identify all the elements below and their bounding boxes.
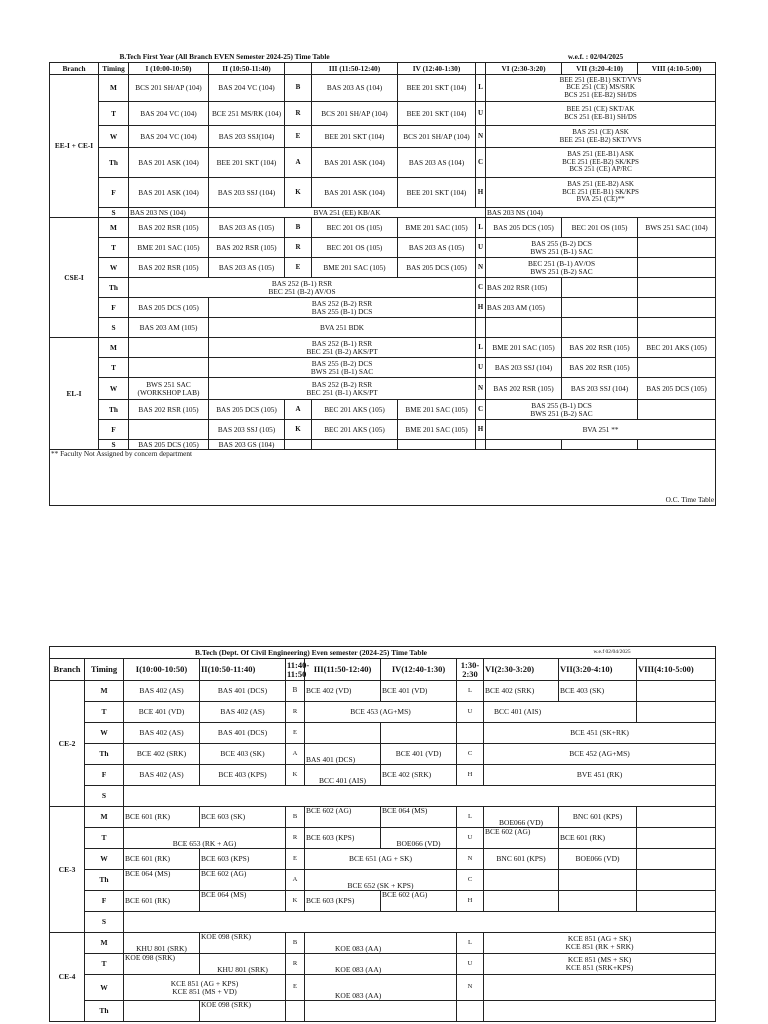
class-cell: BAS 202 RSR (105) (129, 258, 209, 278)
day-label: W (99, 258, 129, 278)
header-period-4: IV (12:40-1:30) (398, 63, 476, 75)
empty-cell (638, 278, 716, 298)
class-cell: BAS 203 AS (105) (209, 258, 285, 278)
break-letter: A (286, 744, 305, 765)
empty-cell (637, 870, 716, 891)
lunch-letter: L (457, 807, 484, 828)
class-cell: BAS 401 (DCS) (200, 723, 286, 744)
class-cell: BCE 401 (VD) (381, 744, 457, 765)
lab-cell: BEE 251 (EE-B1) SKT/VVS BCE 251 (CE) MS/SRK BCS 251 (EE-B2) SH/DS (486, 75, 716, 102)
header-period-7: VII(3:20-4:10) (559, 659, 637, 681)
break-letter: R (286, 702, 305, 723)
class-cell: BAS 402 (AS) (124, 723, 200, 744)
empty-cell (638, 318, 716, 338)
day-label: F (99, 178, 129, 208)
empty-cell (457, 723, 484, 744)
class-cell: KHU 801 (SRK) (124, 933, 200, 954)
empty-cell (484, 1001, 716, 1022)
day-label: T (85, 828, 124, 849)
lunch-letter: U (476, 238, 486, 258)
lab-cell: BCE 451 (SK+RK) (484, 723, 716, 744)
break-letter: A (285, 400, 312, 420)
empty-cell (559, 891, 637, 912)
lunch-letter: L (457, 681, 484, 702)
empty-cell (398, 440, 476, 450)
branch-label: CSE-I (50, 218, 99, 338)
day-label: Th (99, 278, 129, 298)
lab-cell: BVE 451 (RK) (484, 765, 716, 786)
lab-cell: KCE 851 (AG + KPS) KCE 851 (MS + VD) (124, 975, 286, 1001)
empty-cell (562, 318, 638, 338)
empty-cell (285, 440, 312, 450)
lab-cell: BAS 252 (B-1) RSR BEC 251 (B-2) AV/OS (129, 278, 476, 298)
timetable-title: B.Tech (Dept. Of Civil Engineering) Even semester (2024-25) Time Table (50, 647, 484, 659)
signoff: O.C. Time Table (665, 495, 715, 505)
day-label: M (85, 807, 124, 828)
class-cell: BCS 201 SH/AP (104) (312, 102, 398, 126)
break-letter: B (285, 218, 312, 238)
break-letter: R (286, 828, 305, 849)
break-letter: K (286, 891, 305, 912)
class-cell: BAS 203 NS (104) (129, 208, 209, 218)
header-period-7: VII (3:20-4:10) (562, 63, 638, 75)
branch-label: EL-I (50, 338, 99, 450)
branch-label: CE-3 (50, 807, 85, 933)
class-cell: BAS 204 VC (104) (129, 102, 209, 126)
header-period-8: VIII (4:10-5:00) (638, 63, 716, 75)
class-cell: BOE066 (VD) (484, 807, 559, 828)
day-label: M (85, 933, 124, 954)
class-cell: BAS 202 RSR (105) (562, 338, 638, 358)
class-cell: BCE 602 (AG) (200, 870, 286, 891)
class-cell: BAS 201 ASK (104) (129, 148, 209, 178)
lunch-letter: N (476, 258, 486, 278)
wef-date: w.e.f 02/04/2025 (484, 647, 716, 659)
class-cell: BAS 201 ASK (104) (312, 178, 398, 208)
class-cell: KOE 083 (AA) (305, 954, 457, 975)
header-period-1: I (10:00-10:50) (129, 63, 209, 75)
day-label: M (99, 218, 129, 238)
empty-cell (638, 358, 716, 378)
class-cell: BAS 203 AS (105) (398, 238, 476, 258)
lunch-letter: C (476, 400, 486, 420)
class-cell: BEE 201 SKT (104) (398, 75, 476, 102)
empty-cell (638, 400, 716, 420)
class-cell: BAS 203 GS (104) (209, 440, 285, 450)
empty-cell (305, 723, 381, 744)
class-cell: BCE 601 (RK) (559, 828, 637, 849)
empty-cell (484, 891, 559, 912)
class-cell: BWS 251 SAC (104) (638, 218, 716, 238)
empty-cell (476, 440, 486, 450)
day-label: S (85, 786, 124, 807)
class-cell: BWS 251 SAC (WORKSHOP LAB) (129, 378, 209, 400)
break-letter: B (286, 933, 305, 954)
empty-cell (637, 807, 716, 828)
lab-cell: BAS 252 (B-2) RSR BAS 255 (B-1) DCS (209, 298, 476, 318)
class-cell: BAS 402 (AS) (124, 765, 200, 786)
class-cell: BCE 603 (KPS) (200, 849, 286, 870)
class-cell: BCE 603 (KPS) (305, 891, 381, 912)
class-cell: BAS 203 NS (104) (486, 208, 716, 218)
lab-cell: BAS 255 (B-2) DCS BWS 251 (B-1) SAC (486, 238, 638, 258)
day-label: T (99, 102, 129, 126)
lunch-letter: H (457, 765, 484, 786)
empty-cell (638, 258, 716, 278)
header-period-2: II (10:50-11:40) (209, 63, 285, 75)
lunch-letter: L (476, 218, 486, 238)
lunch-letter: H (476, 420, 486, 440)
break-letter: E (286, 849, 305, 870)
first-year-timetable (49, 52, 716, 506)
class-cell: KOE 098 (SRK) (200, 1001, 286, 1022)
lunch-letter: H (476, 298, 486, 318)
class-cell: BAS 203 SSJ (104) (562, 378, 638, 400)
class-cell: BCE 402 (SRK) (381, 765, 457, 786)
day-label: S (99, 208, 129, 218)
header-lunch: 1:30-2:30 (457, 659, 484, 681)
empty-cell (486, 440, 562, 450)
class-cell: BEC 201 AKS (105) (638, 338, 716, 358)
break-letter: B (285, 75, 312, 102)
class-cell: BCC 401 (AIS) (484, 702, 637, 723)
class-cell: BAS 205 DCS (105) (129, 440, 209, 450)
lunch-letter: C (476, 148, 486, 178)
lunch-letter: N (476, 126, 486, 148)
lab-cell: BVA 251 ** (486, 420, 716, 440)
day-label: T (99, 358, 129, 378)
class-cell: BNC 601 (KPS) (559, 807, 637, 828)
day-label: M (99, 338, 129, 358)
class-cell: BEC 201 OS (105) (312, 218, 398, 238)
header-break: 11:40-11:50 (287, 659, 310, 679)
timetable-title: B.Tech First Year (All Branch EVEN Semester 2024-25) Time Table (119, 52, 330, 62)
day-label: F (85, 891, 124, 912)
class-cell: BME 201 SAC (105) (398, 400, 476, 420)
class-cell: KOE 098 (SRK) (124, 954, 200, 975)
empty-cell (129, 338, 209, 358)
class-cell: KHU 801 (SRK) (200, 954, 286, 975)
class-cell: KOE 098 (SRK) (200, 933, 286, 954)
lab-cell: BAS 252 (B-2) RSR BEC 251 (B-1) AKS/PT (209, 378, 476, 400)
empty-cell (124, 786, 716, 807)
day-label: W (99, 378, 129, 400)
lunch-letter: L (476, 75, 486, 102)
class-cell: BCE 602 (AG) (381, 891, 457, 912)
empty-cell (381, 723, 457, 744)
day-label: W (85, 723, 124, 744)
class-cell: BAS 203 AS (105) (209, 218, 285, 238)
empty-cell (484, 975, 716, 1001)
header-period-1: I(10:00-10:50) (124, 659, 200, 681)
header-period-6: VI(2:30-3:20) (484, 659, 559, 681)
header-period-2: II(10:50-11:40) (200, 659, 286, 681)
class-cell: BAS 202 RSR (105) (486, 278, 562, 298)
empty-cell (638, 440, 716, 450)
lab-cell: BCE 652 (SK + KPS) (305, 870, 457, 891)
break-letter: E (286, 723, 305, 744)
class-cell: BME 201 SAC (105) (312, 258, 398, 278)
class-cell: BAS 203 SSJ (104) (486, 358, 562, 378)
class-cell: BAS 203 AS (104) (312, 75, 398, 102)
lunch-letter: C (457, 870, 484, 891)
lunch-letter: U (457, 954, 484, 975)
lunch-letter: C (457, 744, 484, 765)
class-cell: BEC 201 OS (105) (562, 218, 638, 238)
day-label: S (99, 318, 129, 338)
class-cell: BOE066 (VD) (559, 849, 637, 870)
lunch-letter: L (457, 933, 484, 954)
empty-cell (562, 278, 638, 298)
day-label: Th (85, 1001, 124, 1022)
class-cell: BCE 064 (MS) (200, 891, 286, 912)
class-cell: BAS 202 RSR (105) (129, 400, 209, 420)
day-label: T (99, 238, 129, 258)
empty-cell (638, 298, 716, 318)
empty-cell (562, 298, 638, 318)
break-letter: K (285, 178, 312, 208)
day-label: F (85, 765, 124, 786)
class-cell: BCE 402 (SRK) (124, 744, 200, 765)
empty-cell (457, 1001, 484, 1022)
class-cell: BCE 251 MS/RK (104) (209, 102, 285, 126)
civil-engineering-timetable (49, 646, 716, 1022)
empty-cell (476, 318, 486, 338)
day-label: Th (99, 400, 129, 420)
header-period-4: IV(12:40-1:30) (381, 659, 457, 681)
lunch-letter: U (476, 102, 486, 126)
class-cell: BME 201 SAC (105) (486, 338, 562, 358)
class-cell: BAS 401 (DCS) (200, 681, 286, 702)
lunch-letter: U (457, 828, 484, 849)
class-cell: BCE 453 (AG+MS) (305, 702, 457, 723)
class-cell: BEE 201 SKT (104) (398, 178, 476, 208)
empty-cell (124, 912, 716, 933)
class-cell: BCE 603 (SK) (200, 807, 286, 828)
class-cell: BEC 201 AKS (105) (312, 400, 398, 420)
break-letter: B (286, 807, 305, 828)
break-letter: K (286, 765, 305, 786)
class-cell: BCS 201 SH/AP (104) (129, 75, 209, 102)
class-cell: BAS 201 ASK (104) (129, 178, 209, 208)
day-label: W (85, 849, 124, 870)
class-cell: BAS 205 DCS (105) (638, 378, 716, 400)
branch-label: EE-I + CE-I (50, 75, 99, 218)
day-label: W (85, 975, 124, 1001)
class-cell: KOE 083 (AA) (305, 933, 457, 954)
footnote: ** Faculty Not Assigned by concern department (51, 449, 193, 458)
class-cell: BEC 201 OS (105) (312, 238, 398, 258)
class-cell: BAS 205 DCS (105) (398, 258, 476, 278)
day-label: M (99, 75, 129, 102)
break-letter: E (285, 126, 312, 148)
class-cell: BAS 203 AM (105) (129, 318, 209, 338)
lunch-letter: U (457, 702, 484, 723)
class-cell: BAS 204 VC (104) (129, 126, 209, 148)
break-letter: R (285, 238, 312, 258)
lab-cell: BCE 452 (AG+MS) (484, 744, 716, 765)
break-letter: R (286, 954, 305, 975)
empty-cell (637, 891, 716, 912)
class-cell: BCS 201 SH/AP (104) (398, 126, 476, 148)
class-cell: BCE 403 (SK) (200, 744, 286, 765)
class-cell: BAS 402 (AS) (124, 681, 200, 702)
lab-cell: BAS 251 (EE-B1) ASK BCE 251 (EE-B2) SK/KPS BCS 251 (CE) AP/RC (486, 148, 716, 178)
lunch-letter: H (476, 178, 486, 208)
class-cell: BCC 401 (AIS) (305, 765, 381, 786)
class-cell: BAS 203 AM (105) (486, 298, 562, 318)
lab-cell: BEE 251 (CE) SKT/AK BCS 251 (EE-B1) SH/DS (486, 102, 716, 126)
lab-cell: BEC 251 (B-1) AV/OS BWS 251 (B-2) SAC (486, 258, 638, 278)
lab-cell: BAS 251 (CE) ASK BEE 251 (EE-B2) SKT/VVS (486, 126, 716, 148)
class-cell: BCE 401 (VD) (381, 681, 457, 702)
day-label: T (85, 954, 124, 975)
break-letter: R (285, 102, 312, 126)
header-period-8: VIII(4:10-5:00) (637, 659, 716, 681)
class-cell: BVA 251 BDK (209, 318, 476, 338)
class-cell: KOE 083 (AA) (305, 975, 457, 1001)
class-cell: BAS 202 RSR (105) (486, 378, 562, 400)
day-label: W (99, 126, 129, 148)
class-cell: BCE 601 (RK) (124, 891, 200, 912)
footnote-area (50, 450, 716, 506)
lunch-letter: L (476, 338, 486, 358)
class-cell: BAS 202 RSR (105) (129, 218, 209, 238)
class-cell: BAS 204 VC (104) (209, 75, 285, 102)
lunch-letter: C (476, 278, 486, 298)
lunch-letter: N (457, 849, 484, 870)
empty-cell (562, 440, 638, 450)
class-cell: BAS 203 SSJ (104) (209, 178, 285, 208)
class-cell: BAS 203 SSJ(104) (209, 126, 285, 148)
empty-cell (637, 828, 716, 849)
break-letter: K (285, 420, 312, 440)
class-cell: BAS 202 RSR (105) (209, 238, 285, 258)
class-cell: BCE 403 (SK) (559, 681, 637, 702)
day-label: F (99, 298, 129, 318)
class-cell: BCE 603 (KPS) (305, 828, 381, 849)
lab-cell: BCE 651 (AG + SK) (305, 849, 457, 870)
day-label: T (85, 702, 124, 723)
break-letter: E (286, 975, 305, 1001)
empty-cell (305, 1001, 457, 1022)
lab-cell: KCE 851 (AG + SK) KCE 851 (RK + SRK) (484, 933, 716, 954)
class-cell: BEC 201 AKS (105) (312, 420, 398, 440)
class-cell: BCE 602 (AG) (484, 828, 559, 849)
lunch-letter: U (476, 358, 486, 378)
lunch-letter: H (457, 891, 484, 912)
header-period-3: III(11:50-12:40) (305, 659, 381, 681)
class-cell: BCE 401 (VD) (124, 702, 200, 723)
lab-cell: KCE 851 (MS + SK) KCE 851 (SRK+KPS) (484, 954, 716, 975)
lab-cell: BAS 255 (B-1) DCS BWS 251 (B-2) SAC (486, 400, 638, 420)
class-cell: BCE 601 (RK) (124, 849, 200, 870)
header-timing: Timing (99, 63, 129, 75)
break-letter: A (285, 148, 312, 178)
day-label: S (99, 440, 129, 450)
class-cell: BAS 203 SSJ (105) (209, 420, 285, 440)
class-cell: BAS 203 AS (104) (398, 148, 476, 178)
lunch-letter: N (457, 975, 484, 1001)
lab-cell: BAS 252 (B-1) RSR BEC 251 (B-2) AKS/PT (209, 338, 476, 358)
class-cell: BAS 401 (DCS) (305, 744, 381, 765)
day-label: Th (85, 744, 124, 765)
class-cell: BAS 201 ASK (104) (312, 148, 398, 178)
empty-cell (638, 238, 716, 258)
class-cell: BME 201 SAC (105) (129, 238, 209, 258)
day-label: S (85, 912, 124, 933)
header-break (285, 63, 312, 75)
break-letter: A (286, 870, 305, 891)
empty-cell (129, 358, 209, 378)
break-letter: B (286, 681, 305, 702)
empty-cell (559, 870, 637, 891)
class-cell: BCE 402 (SRK) (484, 681, 559, 702)
day-label: Th (99, 148, 129, 178)
class-cell: BAS 205 DCS (105) (486, 218, 562, 238)
class-cell: BEE 201 SKT (104) (312, 126, 398, 148)
class-cell: BAS 202 RSR (105) (562, 358, 638, 378)
day-label: M (85, 681, 124, 702)
header-branch: Branch (50, 659, 85, 681)
empty-cell (286, 1001, 305, 1022)
day-label: F (99, 420, 129, 440)
class-cell: BCE 403 (KPS) (200, 765, 286, 786)
class-cell: BEE 201 SKT (104) (209, 148, 285, 178)
class-cell: BME 201 SAC (105) (398, 218, 476, 238)
empty-cell (129, 420, 209, 440)
header-branch: Branch (50, 63, 99, 75)
class-cell: BCE 602 (AG) (305, 807, 381, 828)
class-cell: BNC 601 (KPS) (484, 849, 559, 870)
empty-cell (484, 870, 559, 891)
class-cell: BAS 205 DCS (105) (209, 400, 285, 420)
header-period-3: III (11:50-12:40) (312, 63, 398, 75)
class-cell: BCE 064 (MS) (124, 870, 200, 891)
class-cell: BCE 601 (RK) (124, 807, 200, 828)
empty-cell (637, 681, 716, 702)
class-cell: BEE 201 SKT (104) (398, 102, 476, 126)
lunch-letter: N (476, 378, 486, 400)
empty-cell (312, 440, 398, 450)
empty-cell (637, 849, 716, 870)
break-letter: E (285, 258, 312, 278)
day-label: Th (85, 870, 124, 891)
header-timing: Timing (85, 659, 124, 681)
header-period-6: VI (2:30-3:20) (486, 63, 562, 75)
lab-cell: BAS 251 (EE-B2) ASK BCE 251 (EE-B1) SK/KPS BVA 251 (CE)** (486, 178, 716, 208)
class-cell: BAS 205 DCS (105) (129, 298, 209, 318)
empty-cell (637, 702, 716, 723)
class-cell: BVA 251 (EE) KB/AK (209, 208, 486, 218)
empty-cell (486, 318, 562, 338)
class-cell: BOE066 (VD) (381, 828, 457, 849)
lab-cell: BCE 653 (RK + AG) (124, 828, 286, 849)
class-cell: BCE 402 (VD) (305, 681, 381, 702)
class-cell: BAS 402 (AS) (200, 702, 286, 723)
branch-label: CE-4 (50, 933, 85, 1022)
lab-cell: BAS 255 (B-2) DCS BWS 251 (B-1) SAC (209, 358, 476, 378)
wef-date: w.e.f. : 02/04/2025 (567, 52, 624, 62)
branch-label: CE-2 (50, 681, 85, 807)
class-cell: BCE 064 (MS) (381, 807, 457, 828)
class-cell: BME 201 SAC (105) (398, 420, 476, 440)
header-lunch (476, 63, 486, 75)
empty-cell (124, 1001, 200, 1022)
